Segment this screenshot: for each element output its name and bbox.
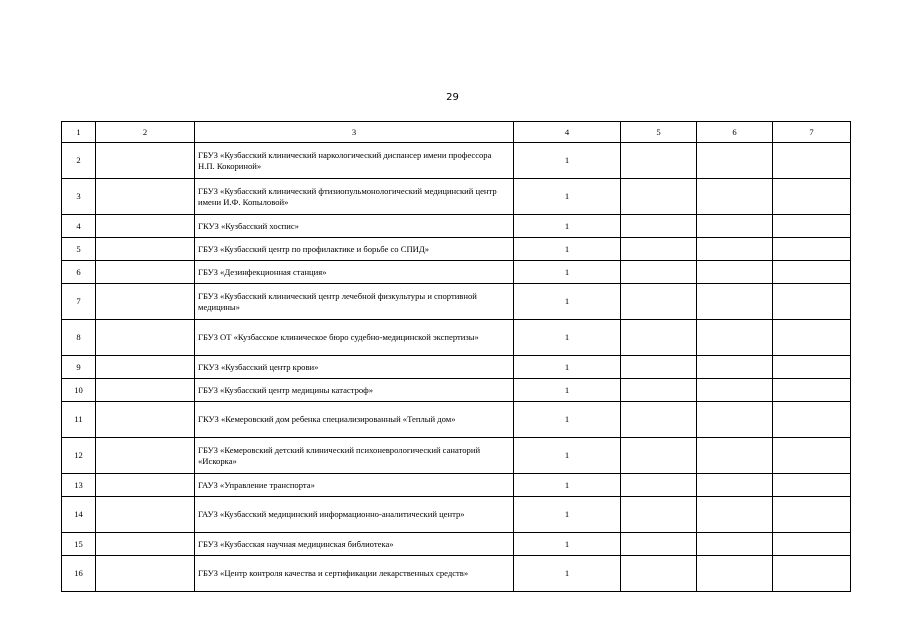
table-row: [62, 379, 851, 402]
cell-col-5: [621, 497, 697, 533]
cell-col-2: [96, 438, 195, 474]
cell-col-7: [773, 497, 851, 533]
cell-col-5: [621, 379, 697, 402]
quantity-cell: 1: [514, 474, 621, 497]
cell-col-5: [621, 533, 697, 556]
cell-col-5: [621, 320, 697, 356]
quantity-cell: 1: [514, 497, 621, 533]
institution-name: ГБУЗ «Кузбасская научная медицинская библиотека»: [195, 533, 514, 556]
cell-col-2: [96, 261, 195, 284]
cell-col-7: [773, 474, 851, 497]
cell-col-2: [96, 474, 195, 497]
cell-col-6: [697, 474, 773, 497]
cell-col-2: [96, 556, 195, 592]
table-row: [62, 497, 851, 533]
cell-col-7: [773, 179, 851, 215]
quantity-cell: 1: [514, 261, 621, 284]
institution-name: ГБУЗ «Кузбасский клинический фтизиопульмонологический медицинский центр имени И.Ф. Копыловой»: [195, 179, 514, 215]
cell-col-7: [773, 215, 851, 238]
quantity-cell: 1: [514, 179, 621, 215]
institution-name: ГБУЗ «Кузбасский центр по профилактике и борьбе со СПИД»: [195, 238, 514, 261]
table-row: [62, 143, 851, 179]
institution-name: ГБУЗ «Дезинфекционная станция»: [195, 261, 514, 284]
cell-col-2: [96, 379, 195, 402]
cell-col-6: [697, 261, 773, 284]
cell-col-7: [773, 438, 851, 474]
cell-col-5: [621, 438, 697, 474]
row-number: 9: [62, 356, 96, 379]
row-number: 10: [62, 379, 96, 402]
quantity-cell: 1: [514, 556, 621, 592]
column-header: 5: [621, 122, 697, 143]
row-number: 3: [62, 179, 96, 215]
cell-col-5: [621, 284, 697, 320]
quantity-cell: 1: [514, 320, 621, 356]
institution-name: ГБУЗ «Кузбасский центр медицины катастроф»: [195, 379, 514, 402]
row-number: 6: [62, 261, 96, 284]
row-number: 2: [62, 143, 96, 179]
cell-col-5: [621, 402, 697, 438]
cell-col-2: [96, 179, 195, 215]
row-number: 5: [62, 238, 96, 261]
table-row: [62, 356, 851, 379]
cell-col-6: [697, 356, 773, 379]
cell-col-7: [773, 533, 851, 556]
column-header: 1: [62, 122, 96, 143]
row-number: 12: [62, 438, 96, 474]
row-number: 15: [62, 533, 96, 556]
institution-name: ГБУЗ «Центр контроля качества и сертификации лекарственных средств»: [195, 556, 514, 592]
institution-name: ГБУЗ «Кузбасский клинический наркологический диспансер имени профессора Н.П. Кокориной»: [195, 143, 514, 179]
cell-col-7: [773, 284, 851, 320]
quantity-cell: 1: [514, 284, 621, 320]
column-header: 2: [96, 122, 195, 143]
cell-col-2: [96, 356, 195, 379]
column-header: 7: [773, 122, 851, 143]
cell-col-5: [621, 556, 697, 592]
cell-col-2: [96, 320, 195, 356]
cell-col-6: [697, 238, 773, 261]
column-number-row: [62, 122, 851, 143]
row-number: 13: [62, 474, 96, 497]
cell-col-5: [621, 143, 697, 179]
quantity-cell: 1: [514, 438, 621, 474]
institution-name: ГБУЗ «Кузбасский клинический центр лечебной физкультуры и спортивной медицины»: [195, 284, 514, 320]
cell-col-5: [621, 179, 697, 215]
quantity-cell: 1: [514, 402, 621, 438]
table-row: [62, 474, 851, 497]
cell-col-2: [96, 143, 195, 179]
cell-col-5: [621, 474, 697, 497]
institution-name: ГАУЗ «Кузбасский медицинский информационно-аналитический центр»: [195, 497, 514, 533]
column-header: 4: [514, 122, 621, 143]
cell-col-6: [697, 402, 773, 438]
table-row: [62, 238, 851, 261]
table-row: [62, 179, 851, 215]
cell-col-6: [697, 179, 773, 215]
table-row: [62, 438, 851, 474]
cell-col-2: [96, 238, 195, 261]
cell-col-6: [697, 320, 773, 356]
cell-col-2: [96, 284, 195, 320]
cell-col-7: [773, 556, 851, 592]
quantity-cell: 1: [514, 143, 621, 179]
quantity-cell: 1: [514, 215, 621, 238]
cell-col-7: [773, 143, 851, 179]
institution-name: ГАУЗ «Управление транспорта»: [195, 474, 514, 497]
table-row: [62, 284, 851, 320]
row-number: 4: [62, 215, 96, 238]
quantity-cell: 1: [514, 379, 621, 402]
page-number: 29: [446, 92, 459, 103]
cell-col-6: [697, 438, 773, 474]
cell-col-7: [773, 356, 851, 379]
institution-name: ГБУЗ «Кемеровский детский клинический психоневрологический санаторий «Искорка»: [195, 438, 514, 474]
cell-col-2: [96, 402, 195, 438]
row-number: 16: [62, 556, 96, 592]
cell-col-6: [697, 379, 773, 402]
quantity-cell: 1: [514, 533, 621, 556]
table-row: [62, 533, 851, 556]
column-header: 3: [195, 122, 514, 143]
quantity-cell: 1: [514, 356, 621, 379]
quantity-cell: 1: [514, 238, 621, 261]
cell-col-5: [621, 261, 697, 284]
row-number: 8: [62, 320, 96, 356]
cell-col-7: [773, 402, 851, 438]
institution-name: ГКУЗ «Кузбасский центр крови»: [195, 356, 514, 379]
table-row: [62, 261, 851, 284]
table-row: [62, 556, 851, 592]
cell-col-6: [697, 215, 773, 238]
table-row: [62, 402, 851, 438]
institution-name: ГКУЗ «Кемеровский дом ребенка специализированный «Теплый дом»: [195, 402, 514, 438]
cell-col-6: [697, 284, 773, 320]
row-number: 7: [62, 284, 96, 320]
table-row: [62, 320, 851, 356]
cell-col-6: [697, 497, 773, 533]
cell-col-2: [96, 497, 195, 533]
cell-col-7: [773, 320, 851, 356]
cell-col-6: [697, 143, 773, 179]
institution-name: ГКУЗ «Кузбасский хоспис»: [195, 215, 514, 238]
cell-col-7: [773, 261, 851, 284]
institution-name: ГБУЗ ОТ «Кузбасское клиническое бюро судебно-медицинской экспертизы»: [195, 320, 514, 356]
cell-col-5: [621, 238, 697, 261]
cell-col-6: [697, 556, 773, 592]
row-number: 11: [62, 402, 96, 438]
cell-col-7: [773, 379, 851, 402]
cell-col-6: [697, 533, 773, 556]
institutions-table: [61, 121, 851, 592]
cell-col-7: [773, 238, 851, 261]
cell-col-2: [96, 533, 195, 556]
cell-col-5: [621, 356, 697, 379]
cell-col-2: [96, 215, 195, 238]
column-header: 6: [697, 122, 773, 143]
row-number: 14: [62, 497, 96, 533]
table-row: [62, 215, 851, 238]
cell-col-5: [621, 215, 697, 238]
